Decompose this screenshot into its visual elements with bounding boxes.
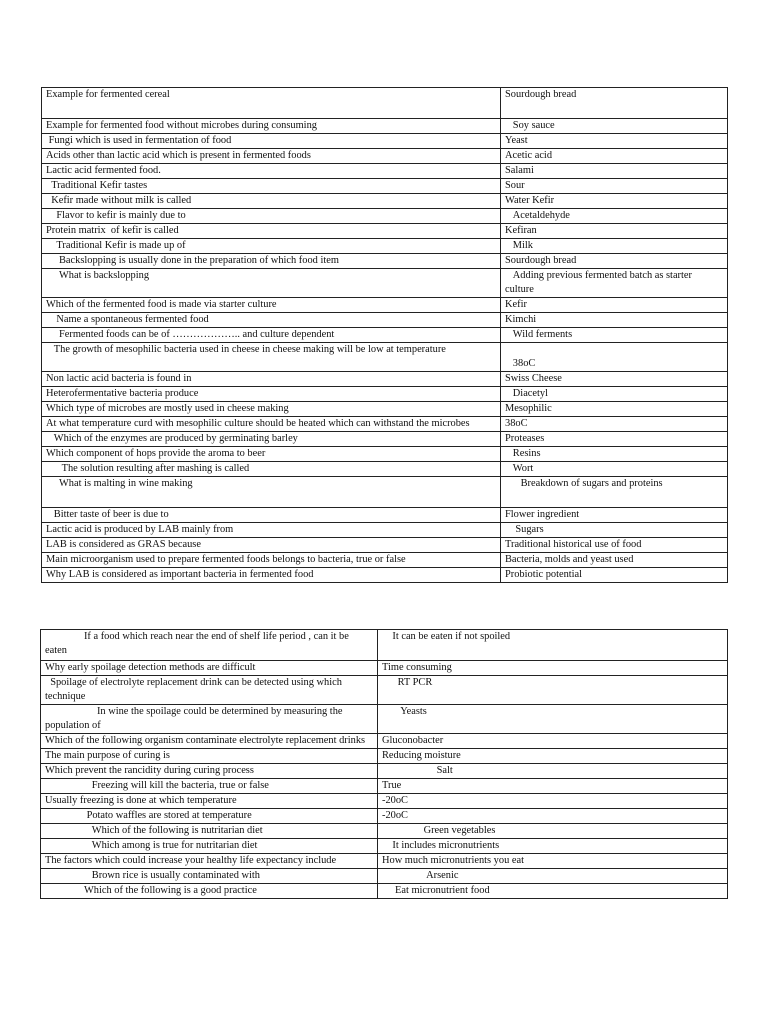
table-row	[41, 749, 728, 764]
answer-cell: 38oC	[501, 343, 728, 372]
table-row	[42, 462, 728, 477]
question-cell: Fermented foods can be of ……………….. and culture dependent	[42, 328, 501, 343]
qa-table-spoilage	[40, 629, 728, 899]
answer-cell: Adding previous fermented batch as starter culture	[501, 269, 728, 298]
table-row	[42, 417, 728, 432]
question-cell: Kefir made without milk is called	[42, 194, 501, 209]
question-cell: Usually freezing is done at which temperature	[41, 794, 378, 809]
answer-cell: Sourdough bread	[501, 88, 728, 119]
answer-cell: Time consuming	[378, 661, 728, 676]
answer-cell: Sugars	[501, 523, 728, 538]
answer-cell: True	[378, 779, 728, 794]
table-row	[42, 402, 728, 417]
answer-cell: -20oC	[378, 809, 728, 824]
table-row	[41, 661, 728, 676]
answer-cell: Sourdough bread	[501, 254, 728, 269]
question-cell: Example for fermented food without microbes during consuming	[42, 119, 501, 134]
table-row	[42, 387, 728, 402]
question-cell: At what temperature curd with mesophilic culture should be heated which can withstand the microbes	[42, 417, 501, 432]
table-row	[41, 809, 728, 824]
question-cell: Potato waffles are stored at temperature	[41, 809, 378, 824]
question-cell: Which of the enzymes are produced by germinating barley	[42, 432, 501, 447]
table-row	[41, 764, 728, 779]
question-cell: Which of the following is a good practice	[41, 884, 378, 899]
question-cell: The growth of mesophilic bacteria used in cheese in cheese making will be low at temperature	[42, 343, 501, 372]
table-row	[42, 119, 728, 134]
question-cell: Which of the fermented food is made via starter culture	[42, 298, 501, 313]
answer-cell: Kefir	[501, 298, 728, 313]
answer-cell: RT PCR	[378, 676, 728, 705]
question-cell: Which of the following is nutritarian diet	[41, 824, 378, 839]
table-row	[41, 794, 728, 809]
answer-cell: Probiotic potential	[501, 568, 728, 583]
answer-cell: Acetaldehyde	[501, 209, 728, 224]
answer-cell: Swiss Cheese	[501, 372, 728, 387]
question-cell: What is malting in wine making	[42, 477, 501, 508]
question-cell: Heterofermentative bacteria produce	[42, 387, 501, 402]
question-cell: Lactic acid fermented food.	[42, 164, 501, 179]
question-cell: Protein matrix of kefir is called	[42, 224, 501, 239]
answer-cell: It can be eaten if not spoiled	[378, 630, 728, 661]
table-row	[42, 523, 728, 538]
table-row	[42, 432, 728, 447]
question-cell: Which among is true for nutritarian diet	[41, 839, 378, 854]
answer-cell: Bacteria, molds and yeast used	[501, 553, 728, 568]
table-row	[41, 779, 728, 794]
question-cell: Spoilage of electrolyte replacement drink can be detected using which technique	[41, 676, 378, 705]
table-row	[42, 224, 728, 239]
table-row	[41, 676, 728, 705]
table-row	[42, 568, 728, 583]
answer-cell: Diacetyl	[501, 387, 728, 402]
table-row	[41, 884, 728, 899]
qa-table-fermentation	[41, 87, 728, 583]
question-cell: Why LAB is considered as important bacteria in fermented food	[42, 568, 501, 583]
answer-cell: Kimchi	[501, 313, 728, 328]
answer-cell: Mesophilic	[501, 402, 728, 417]
answer-cell: Proteases	[501, 432, 728, 447]
table-row	[41, 869, 728, 884]
answer-cell: Salt	[378, 764, 728, 779]
answer-cell: Acetic acid	[501, 149, 728, 164]
question-cell: Traditional Kefir tastes	[42, 179, 501, 194]
answer-cell: Sour	[501, 179, 728, 194]
table-row	[42, 164, 728, 179]
answer-cell: Wild ferments	[501, 328, 728, 343]
question-cell: What is backslopping	[42, 269, 501, 298]
answer-cell: Flower ingredient	[501, 508, 728, 523]
question-cell: Bitter taste of beer is due to	[42, 508, 501, 523]
question-cell: The solution resulting after mashing is called	[42, 462, 501, 477]
answer-cell: It includes micronutrients	[378, 839, 728, 854]
table-row	[42, 372, 728, 387]
answer-cell: Yeasts	[378, 705, 728, 734]
answer-cell: 38oC	[501, 417, 728, 432]
question-cell: Acids other than lactic acid which is present in fermented foods	[42, 149, 501, 164]
table-row	[41, 630, 728, 661]
question-cell: Backslopping is usually done in the preparation of which food item	[42, 254, 501, 269]
answer-cell: Eat micronutrient food	[378, 884, 728, 899]
table-row	[42, 88, 728, 119]
question-cell: In wine the spoilage could be determined by measuring the population of	[41, 705, 378, 734]
table-row	[42, 447, 728, 462]
answer-cell: -20oC	[378, 794, 728, 809]
table-row	[42, 328, 728, 343]
table-row	[41, 705, 728, 734]
table-row	[42, 508, 728, 523]
question-cell: Lactic acid is produced by LAB mainly from	[42, 523, 501, 538]
question-cell: Which type of microbes are mostly used in cheese making	[42, 402, 501, 417]
question-cell: If a food which reach near the end of shelf life period , can it be eaten	[41, 630, 378, 661]
table-row	[41, 734, 728, 749]
question-cell: Which of the following organism contaminate electrolyte replacement drinks	[41, 734, 378, 749]
answer-cell: How much micronutrients you eat	[378, 854, 728, 869]
table-row	[42, 298, 728, 313]
answer-cell: Milk	[501, 239, 728, 254]
question-cell: Flavor to kefir is mainly due to	[42, 209, 501, 224]
question-cell: Which component of hops provide the aroma to beer	[42, 447, 501, 462]
table-row	[42, 179, 728, 194]
question-cell: Which prevent the rancidity during curing process	[41, 764, 378, 779]
table-row	[42, 269, 728, 298]
table-row	[42, 239, 728, 254]
answer-cell: Green vegetables	[378, 824, 728, 839]
answer-cell: Yeast	[501, 134, 728, 149]
question-cell: The factors which could increase your healthy life expectancy include	[41, 854, 378, 869]
table-row	[41, 854, 728, 869]
table-row	[42, 149, 728, 164]
table-row	[42, 538, 728, 553]
question-cell: LAB is considered as GRAS because	[42, 538, 501, 553]
answer-cell: Reducing moisture	[378, 749, 728, 764]
question-cell: Fungi which is used in fermentation of food	[42, 134, 501, 149]
question-cell: Why early spoilage detection methods are difficult	[41, 661, 378, 676]
question-cell: The main purpose of curing is	[41, 749, 378, 764]
answer-cell: Traditional historical use of food	[501, 538, 728, 553]
answer-cell: Breakdown of sugars and proteins	[501, 477, 728, 508]
answer-cell: Salami	[501, 164, 728, 179]
table-row	[41, 824, 728, 839]
question-cell: Brown rice is usually contaminated with	[41, 869, 378, 884]
table-row	[42, 134, 728, 149]
answer-cell: Wort	[501, 462, 728, 477]
question-cell: Traditional Kefir is made up of	[42, 239, 501, 254]
table-row	[42, 553, 728, 568]
table-row	[42, 194, 728, 209]
answer-cell: Kefiran	[501, 224, 728, 239]
answer-cell: Resins	[501, 447, 728, 462]
question-cell: Freezing will kill the bacteria, true or false	[41, 779, 378, 794]
question-cell: Main microorganism used to prepare fermented foods belongs to bacteria, true or false	[42, 553, 501, 568]
question-cell: Name a spontaneous fermented food	[42, 313, 501, 328]
answer-cell: Arsenic	[378, 869, 728, 884]
answer-cell: Gluconobacter	[378, 734, 728, 749]
table-row	[42, 477, 728, 508]
table-row	[42, 313, 728, 328]
question-cell: Example for fermented cereal	[42, 88, 501, 119]
table-row	[42, 254, 728, 269]
answer-cell: Water Kefir	[501, 194, 728, 209]
table-row	[42, 209, 728, 224]
question-cell: Non lactic acid bacteria is found in	[42, 372, 501, 387]
answer-cell: Soy sauce	[501, 119, 728, 134]
table-row	[42, 343, 728, 372]
table-row	[41, 839, 728, 854]
